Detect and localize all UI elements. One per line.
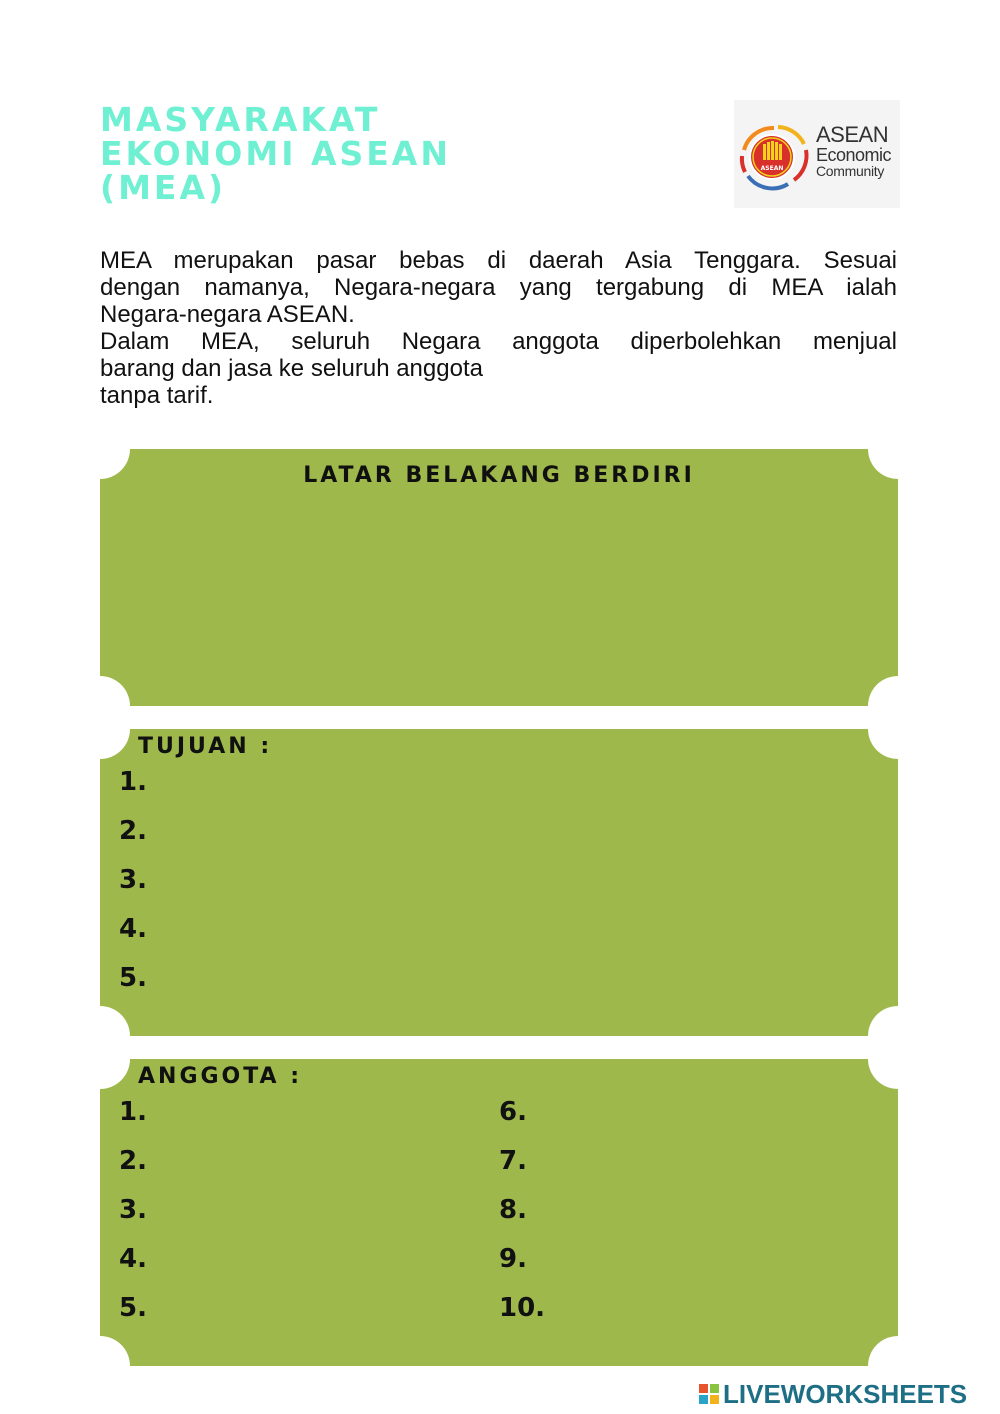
tujuan-heading: TUJUAN : (138, 734, 273, 759)
intro-line-6: tanpa tarif. (100, 382, 214, 409)
anggota-number: 1. (119, 1097, 147, 1127)
anggota-number: 10. (499, 1293, 546, 1323)
anggota-number: 2. (119, 1146, 147, 1176)
title-line-1: MASYARAKAT (100, 100, 381, 139)
tujuan-number: 4. (119, 914, 147, 944)
title-line-2: EKONOMI ASEAN (100, 134, 451, 173)
card-notch (868, 1029, 928, 1089)
liveworksheets-brand[interactable] (698, 1379, 967, 1409)
latar-belakang-card (100, 449, 898, 706)
anggota-number: 5. (119, 1293, 147, 1323)
title-line-3: (MEA) (100, 168, 227, 207)
card-notch (70, 1336, 130, 1396)
liveworksheets-logo-icon (698, 1383, 720, 1405)
tujuan-number: 1. (119, 767, 147, 797)
tujuan-number: 2. (119, 816, 147, 846)
intro-line-5: barang dan jasa ke seluruh anggota (100, 355, 483, 382)
anggota-number: 4. (119, 1244, 147, 1274)
tujuan-card (100, 729, 898, 1036)
anggota-number: 9. (499, 1244, 527, 1274)
page-title (100, 100, 451, 207)
logo-line-3: Community (816, 163, 885, 179)
tujuan-number: 5. (119, 963, 147, 993)
intro-paragraph (100, 247, 897, 409)
anggota-card (100, 1059, 898, 1366)
intro-line-3: Negara-negara ASEAN. (100, 301, 355, 328)
brand-text: LIVEWORKSHEETS (723, 1378, 968, 1409)
anggota-heading: ANGGOTA : (138, 1064, 303, 1089)
logo-line-1: ASEAN (816, 122, 889, 147)
tujuan-number: 3. (119, 865, 147, 895)
card-notch (868, 699, 928, 759)
anggota-number: 3. (119, 1195, 147, 1225)
intro-line-1: MEA merupakan pasar bebas di daerah Asia Tenggara. Sesuai (100, 247, 897, 274)
asean-emblem-icon (734, 120, 814, 194)
anggota-number: 6. (499, 1097, 527, 1127)
card-notch (70, 699, 130, 759)
intro-line-2: dengan namanya, Negara-negara yang tergabung di MEA ialah (100, 274, 897, 301)
logo-line-2: Economic (816, 145, 892, 165)
anggota-number: 8. (499, 1195, 527, 1225)
emblem-text: ASEAN (760, 165, 784, 172)
logo-text (816, 124, 891, 178)
card-notch (70, 1029, 130, 1089)
intro-line-4: Dalam MEA, seluruh Negara anggota diperbolehkan menjual (100, 328, 897, 355)
latar-belakang-heading: LATAR BELAKANG BERDIRI (303, 463, 695, 488)
asean-economic-community-logo (734, 100, 900, 208)
anggota-number: 7. (499, 1146, 527, 1176)
